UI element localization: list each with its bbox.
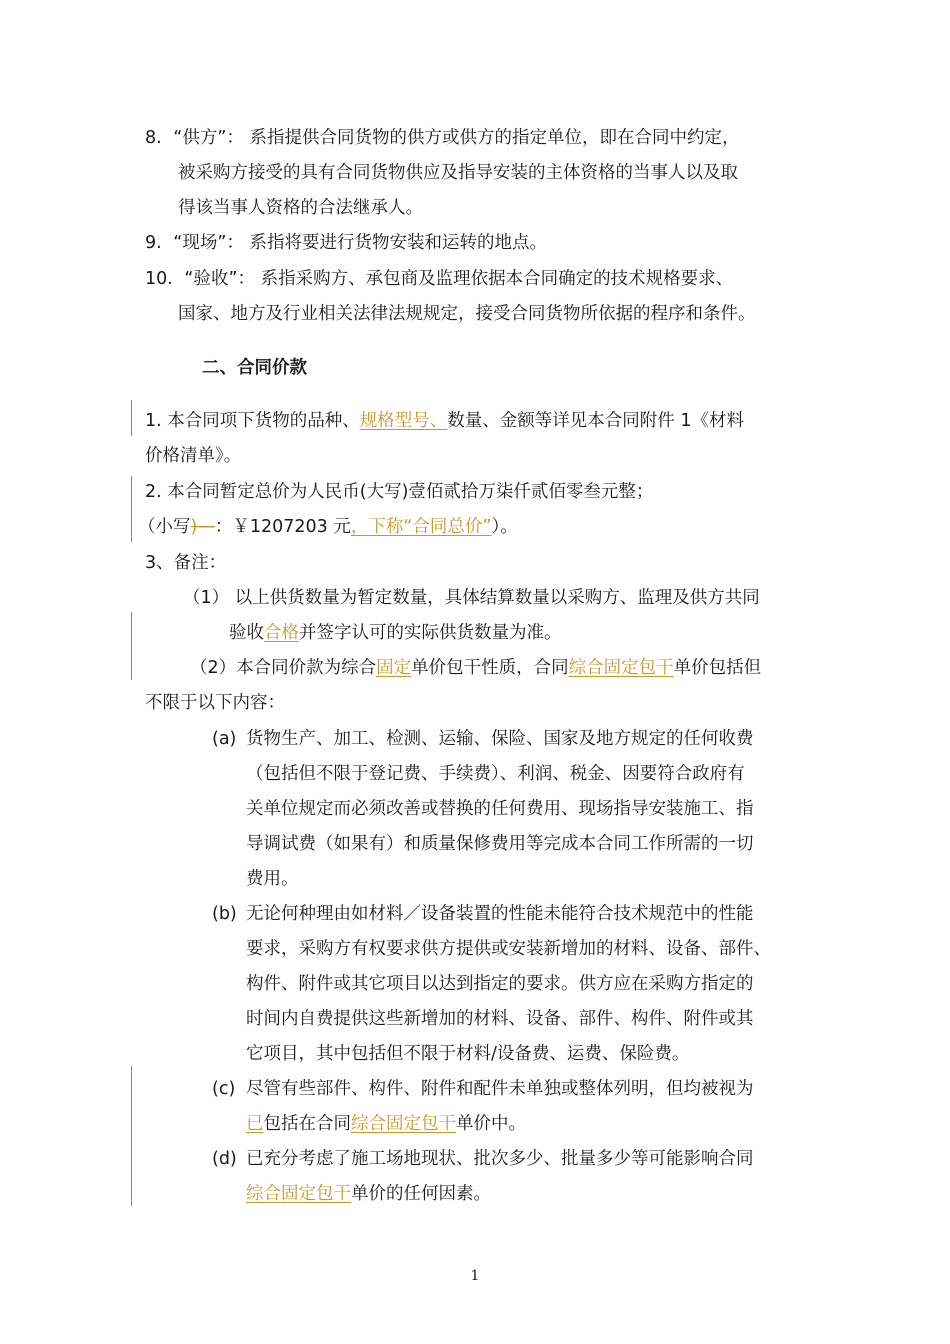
definition-text: “供方”： 系指提供合同货物的供方或供方的指定单位，即在合同中约定，	[173, 128, 740, 148]
definition-text: “验收”： 系指采购方、承包商及监理依据本合同确定的技术规格要求、	[184, 269, 734, 289]
subitem-b-text: 无论何种理由如材料／设备装置的性能未能符合技术规范中的性能	[246, 904, 754, 924]
paragraph-1	[145, 409, 744, 433]
change-bar	[131, 612, 132, 680]
change-bar	[131, 476, 132, 542]
subitem-a-text: （包括但不限于登记费、手续费）、利润、税金、因要符合政府有	[246, 764, 745, 784]
subitem-c-line-2	[246, 1112, 526, 1136]
text-span: 单价中。	[456, 1114, 526, 1134]
tracked-insertion: 综合固定包干	[351, 1114, 456, 1134]
subitem-label: (c)	[212, 1079, 236, 1099]
item-number: 10.	[145, 269, 173, 289]
tracked-insertion: 规格型号、	[359, 411, 448, 431]
text-span: 单价包括但	[673, 658, 762, 678]
subitem-a-text: 导调试费（如果有）和质量保修费用等完成本合同工作所需的一切	[246, 834, 754, 854]
text-span: 包括在合同	[263, 1114, 351, 1134]
subitem-label: (d)	[212, 1149, 237, 1169]
tracked-insertion: 合格	[264, 623, 299, 643]
tracked-insertion: 已	[246, 1114, 264, 1134]
paragraph-2-line-2	[138, 515, 518, 539]
subitem-a-text: 关单位规定而必须改善或替换的任何费用、现场指导安装施工、指	[246, 799, 754, 819]
remark-1-line-2	[229, 621, 562, 645]
subitem-label: (a)	[212, 729, 237, 749]
text-span: 1. 本合同项下货物的品种、	[145, 411, 360, 431]
text-span: （2）本合同价款为综合	[190, 658, 377, 678]
paragraph-2: 2. 本合同暂定总价为人民币(大写)壹佰贰拾万柒仟贰佰零叁元整；	[145, 482, 654, 502]
subitem-c-text: 尽管有些部件、构件、附件和配件未单独或整体列明，但均被视为	[246, 1079, 754, 1099]
definition-text: 得该当事人资格的合法继承人。	[178, 198, 423, 218]
item-number: 8.	[145, 128, 162, 148]
subitem-b-text: 要求，采购方有权要求供方提供或安装新增加的材料、设备、部件、	[246, 939, 771, 959]
definition-text: “现场”： 系指将要进行货物安装和运转的地点。	[173, 233, 547, 253]
subitem-b-text: 构件、附件或其它项目以达到指定的要求。供方应在采购方指定的	[246, 974, 754, 994]
text-span: 单价的任何因素。	[351, 1184, 491, 1204]
item-number: 9.	[145, 233, 162, 253]
subitem-label: (b)	[212, 904, 237, 924]
text-span: 验收	[229, 623, 264, 643]
definition-item-10	[145, 267, 733, 291]
definition-text: 国家、地方及行业相关法律法规规定，接受合同货物所依据的程序和条件。	[178, 304, 756, 324]
subitem-a-text: 费用。	[246, 869, 299, 889]
remarks-heading: 3、备注：	[145, 553, 227, 573]
definition-item-8	[145, 126, 739, 150]
tracked-insertion: 固定	[376, 658, 412, 678]
section-heading: 二、合同价款	[202, 358, 307, 378]
paragraph-1-line-2: 价格清单》。	[145, 446, 242, 466]
remark-1: （1） 以上供货数量为暂定数量，具体结算数量以采购方、监理及供方共同	[183, 588, 760, 608]
change-bar	[131, 1066, 132, 1206]
text-span: 并签字认可的实际供货数量为准。	[299, 623, 562, 643]
subitem-d-text: 已充分考虑了施工场地现状、批次多少、批量多少等可能影响合同	[246, 1149, 754, 1169]
subitem-b-text: 它项目，其中包括但不限于材料/设备费、运费、保险费。	[246, 1044, 690, 1064]
definition-text: 被采购方接受的具有合同货物供应及指导安装的主体资格的当事人以及取	[178, 163, 738, 183]
subitem-d-line-2	[246, 1182, 491, 1206]
page-number: 1	[470, 1268, 480, 1284]
subitem-a-text: 货物生产、加工、检测、运输、保险、国家及地方规定的任何收费	[246, 729, 754, 749]
change-bar	[131, 400, 132, 436]
text-span: （小写	[138, 517, 191, 537]
text-span: ）。	[491, 517, 518, 537]
tracked-insertion: 综合固定包干	[246, 1184, 351, 1204]
remark-2	[190, 656, 761, 680]
text-span: 单价包干性质，合同	[411, 658, 569, 678]
text-span: 数量、金额等详见本合同附件 1《材料	[447, 411, 744, 431]
subitem-b-text: 时间内自费提供这些新增加的材料、设备、部件、构件、附件或其	[246, 1009, 754, 1029]
definition-item-9	[145, 231, 547, 255]
tracked-deletion: )—	[190, 517, 215, 537]
tracked-insertion: 综合固定包干	[568, 658, 674, 678]
remark-2-line-2: 不限于以下内容：	[145, 693, 285, 713]
tracked-insertion: ，下称“合同总价”	[350, 517, 492, 537]
text-span: ：￥1207203 元	[214, 517, 351, 537]
